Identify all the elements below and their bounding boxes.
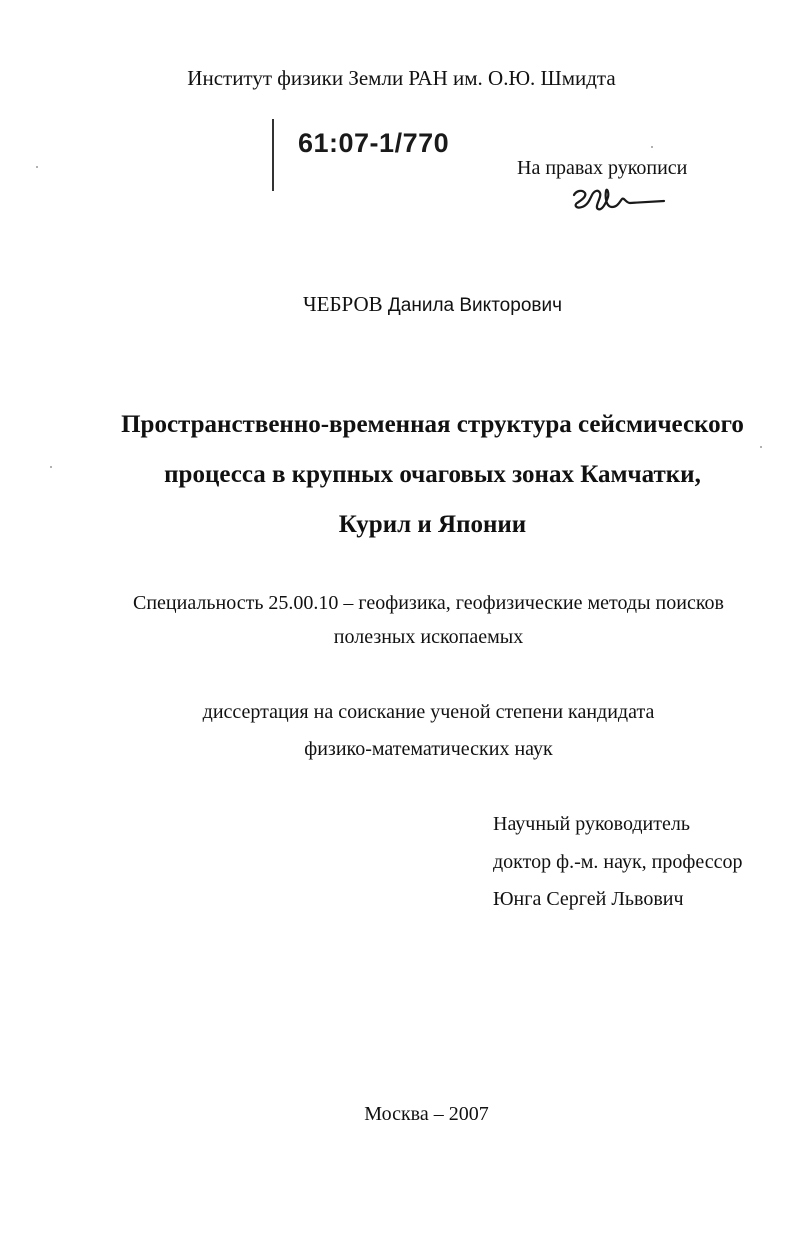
specialty-line: полезных ископаемых xyxy=(333,626,524,648)
library-stamp: 61:07-1/770 xyxy=(298,128,450,158)
degree-line: диссертация на соискание ученой степени кандидата xyxy=(202,701,655,723)
author-surname: ЧЕБРОВ xyxy=(303,292,383,316)
dissertation-title xyxy=(0,400,793,550)
scan-margin-line xyxy=(272,119,274,191)
author-given-names: Данила Викторович xyxy=(387,295,562,316)
scan-speck xyxy=(50,466,52,468)
city-year: Москва – 2007 xyxy=(364,1103,489,1125)
title-line: Пространственно-временная структура сейсмического xyxy=(121,411,744,438)
manuscript-rights-note: На правах рукописи xyxy=(517,157,688,179)
title-line: Курил и Японии xyxy=(338,511,527,538)
scan-speck xyxy=(36,166,38,168)
scan-speck xyxy=(651,146,653,148)
specialty-statement xyxy=(0,586,793,654)
degree-statement xyxy=(0,694,793,768)
specialty-line: Специальность 25.00.10 – геофизика, геофизические методы поисков xyxy=(133,592,724,614)
institute-name: Институт физики Земли РАН им. О.Ю. Шмидта xyxy=(187,66,616,90)
advisor-credentials: доктор ф.-м. наук, профессор xyxy=(493,850,743,873)
advisor-role: Научный руководитель xyxy=(493,813,690,835)
author-name xyxy=(303,292,562,317)
advisor-name: Юнга Сергей Львович xyxy=(493,888,684,910)
handwritten-signature xyxy=(568,181,668,221)
scientific-advisor xyxy=(493,806,742,919)
degree-line: физико-математических наук xyxy=(304,738,553,760)
title-line: процесса в крупных очаговых зонах Камчатки, xyxy=(164,461,701,488)
scan-speck xyxy=(760,446,762,448)
